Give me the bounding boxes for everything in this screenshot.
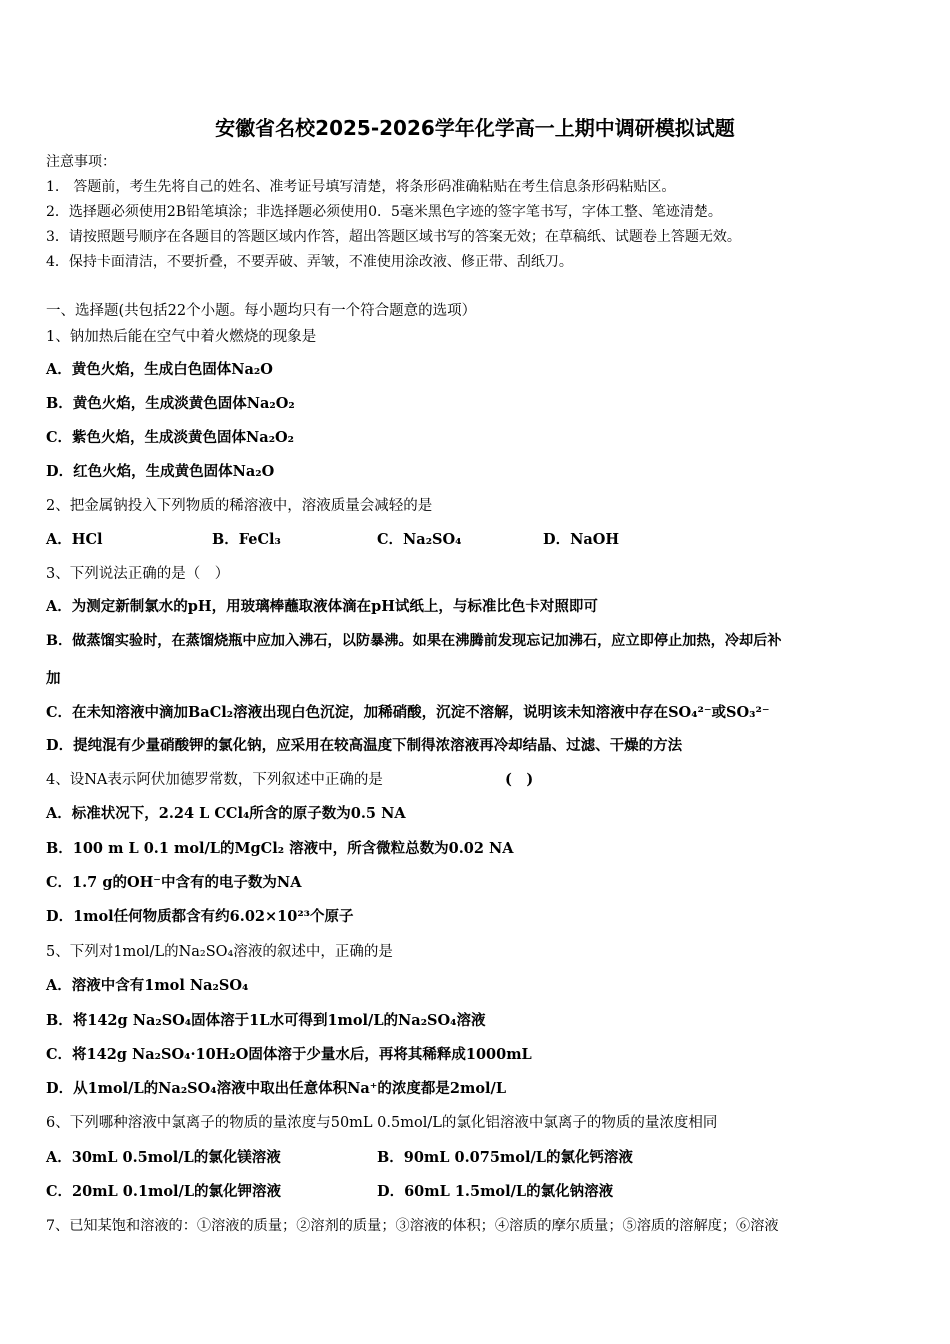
q6-option-a: A．30mL 0.5mol/L的氯化镁溶液 bbox=[46, 1149, 281, 1166]
q3-option-c: C．在未知溶液中滴加BaCl₂溶液出现白色沉淀，加稀硝酸，沉淀不溶解，说明该未知溶液中存在SO₄²⁻或SO₃²⁻ bbox=[46, 704, 770, 721]
page-title: 安徽省名校2025-2026学年化学高一上期中调研模拟试题 bbox=[215, 116, 735, 140]
q1-option-a: A．黄色火焰，生成白色固体Na₂O bbox=[46, 361, 273, 378]
q1-option-d: D．红色火焰，生成黄色固体Na₂O bbox=[46, 463, 275, 480]
q6-option-d: D．60mL 1.5mol/L的氯化钠溶液 bbox=[377, 1183, 614, 1200]
q4-option-b: B．100 m L 0.1 mol/L的MgCl₂ 溶液中，所含微粒总数为0.02 NA bbox=[46, 840, 514, 857]
q5-option-b: B．将142g Na₂SO₄固体溶于1L水可得到1mol/L的Na₂SO₄溶液 bbox=[46, 1012, 486, 1029]
q2-stem: 2、把金属钠投入下列物质的稀溶液中，溶液质量会减轻的是 bbox=[46, 498, 433, 514]
q3-option-d: D．提纯混有少量硝酸钾的氯化钠，应采用在较高温度下制得浓溶液再冷却结晶、过滤、干燥的方法 bbox=[46, 737, 683, 754]
notice-heading: 注意事项： bbox=[46, 154, 116, 170]
q4-option-c: C．1.7 g的OH⁻中含有的电子数为NA bbox=[46, 874, 302, 891]
notice-item-1: 1. 答题前，考生先将自己的姓名、准考证号填写清楚，将条形码准确粘贴在考生信息条形码粘贴区。 bbox=[46, 179, 676, 195]
q2-option-b: B．FeCl₃ bbox=[212, 531, 281, 548]
q4-option-a: A．标准状况下，2.24 L CCl₄所含的原子数为0.5 NA bbox=[46, 805, 406, 822]
q5-option-c: C．将142g Na₂SO₄·10H₂O固体溶于少量水后，再将其稀释成1000mL bbox=[46, 1046, 532, 1063]
q3-option-b-line2: 加 bbox=[46, 670, 61, 687]
notice-item-2: 2．选择题必须使用2B铅笔填涂；非选择题必须使用0．5毫米黑色字迹的签字笔书写，字体工整、笔迹清楚。 bbox=[46, 204, 722, 220]
q2-option-d: D．NaOH bbox=[543, 531, 620, 548]
q4-option-d: D．1mol任何物质都含有约6.02×10²³个原子 bbox=[46, 908, 354, 925]
section-heading: 一、选择题(共包括22个小题。每小题均只有一个符合题意的选项） bbox=[46, 303, 477, 319]
q4-bracket: ( ) bbox=[505, 771, 534, 788]
q1-option-c: C．紫色火焰，生成淡黄色固体Na₂O₂ bbox=[46, 429, 295, 446]
q4-stem: 4、设NA表示阿伏加德罗常数，下列叙述中正确的是 bbox=[46, 772, 383, 788]
q6-option-b: B．90mL 0.075mol/L的氯化钙溶液 bbox=[377, 1149, 633, 1166]
q3-option-a: A．为测定新制氯水的pH，用玻璃棒蘸取液体滴在pH试纸上，与标准比色卡对照即可 bbox=[46, 598, 598, 615]
q2-option-a: A．HCl bbox=[46, 531, 103, 548]
q5-option-d: D．从1mol/L的Na₂SO₄溶液中取出任意体积Na⁺的浓度都是2mol/L bbox=[46, 1080, 507, 1097]
q7-stem: 7、已知某饱和溶液的：①溶液的质量；②溶剂的质量；③溶液的体积；④溶质的摩尔质量；⑤溶质的溶解度；⑥溶液 bbox=[46, 1218, 779, 1234]
q1-stem: 1、钠加热后能在空气中着火燃烧的现象是 bbox=[46, 329, 317, 345]
q1-option-b: B．黄色火焰，生成淡黄色固体Na₂O₂ bbox=[46, 395, 295, 412]
q5-option-a: A．溶液中含有1mol Na₂SO₄ bbox=[46, 977, 249, 994]
q6-option-c: C．20mL 0.1mol/L的氯化钾溶液 bbox=[46, 1183, 282, 1200]
notice-item-4: 4．保持卡面清洁，不要折叠，不要弄破、弄皱，不准使用涂改液、修正带、刮纸刀。 bbox=[46, 254, 573, 270]
notice-item-3: 3．请按照题号顺序在各题目的答题区域内作答，超出答题区域书写的答案无效；在草稿纸、试题卷上答题无效。 bbox=[46, 229, 741, 245]
q3-option-b-line1: B．做蒸馏实验时，在蒸馏烧瓶中应加入沸石，以防暴沸。如果在沸腾前发现忘记加沸石，应立即停止加热，冷却后补 bbox=[46, 633, 782, 649]
q2-option-c: C．Na₂SO₄ bbox=[377, 531, 462, 548]
q5-stem: 5、下列对1mol/L的Na₂SO₄溶液的叙述中，正确的是 bbox=[46, 944, 393, 960]
q3-stem: 3、下列说法正确的是（ ） bbox=[46, 566, 230, 582]
q6-stem: 6、下列哪种溶液中氯离子的物质的量浓度与50mL 0.5mol/L的氯化铝溶液中氯离子的物质的量浓度相同 bbox=[46, 1115, 718, 1131]
